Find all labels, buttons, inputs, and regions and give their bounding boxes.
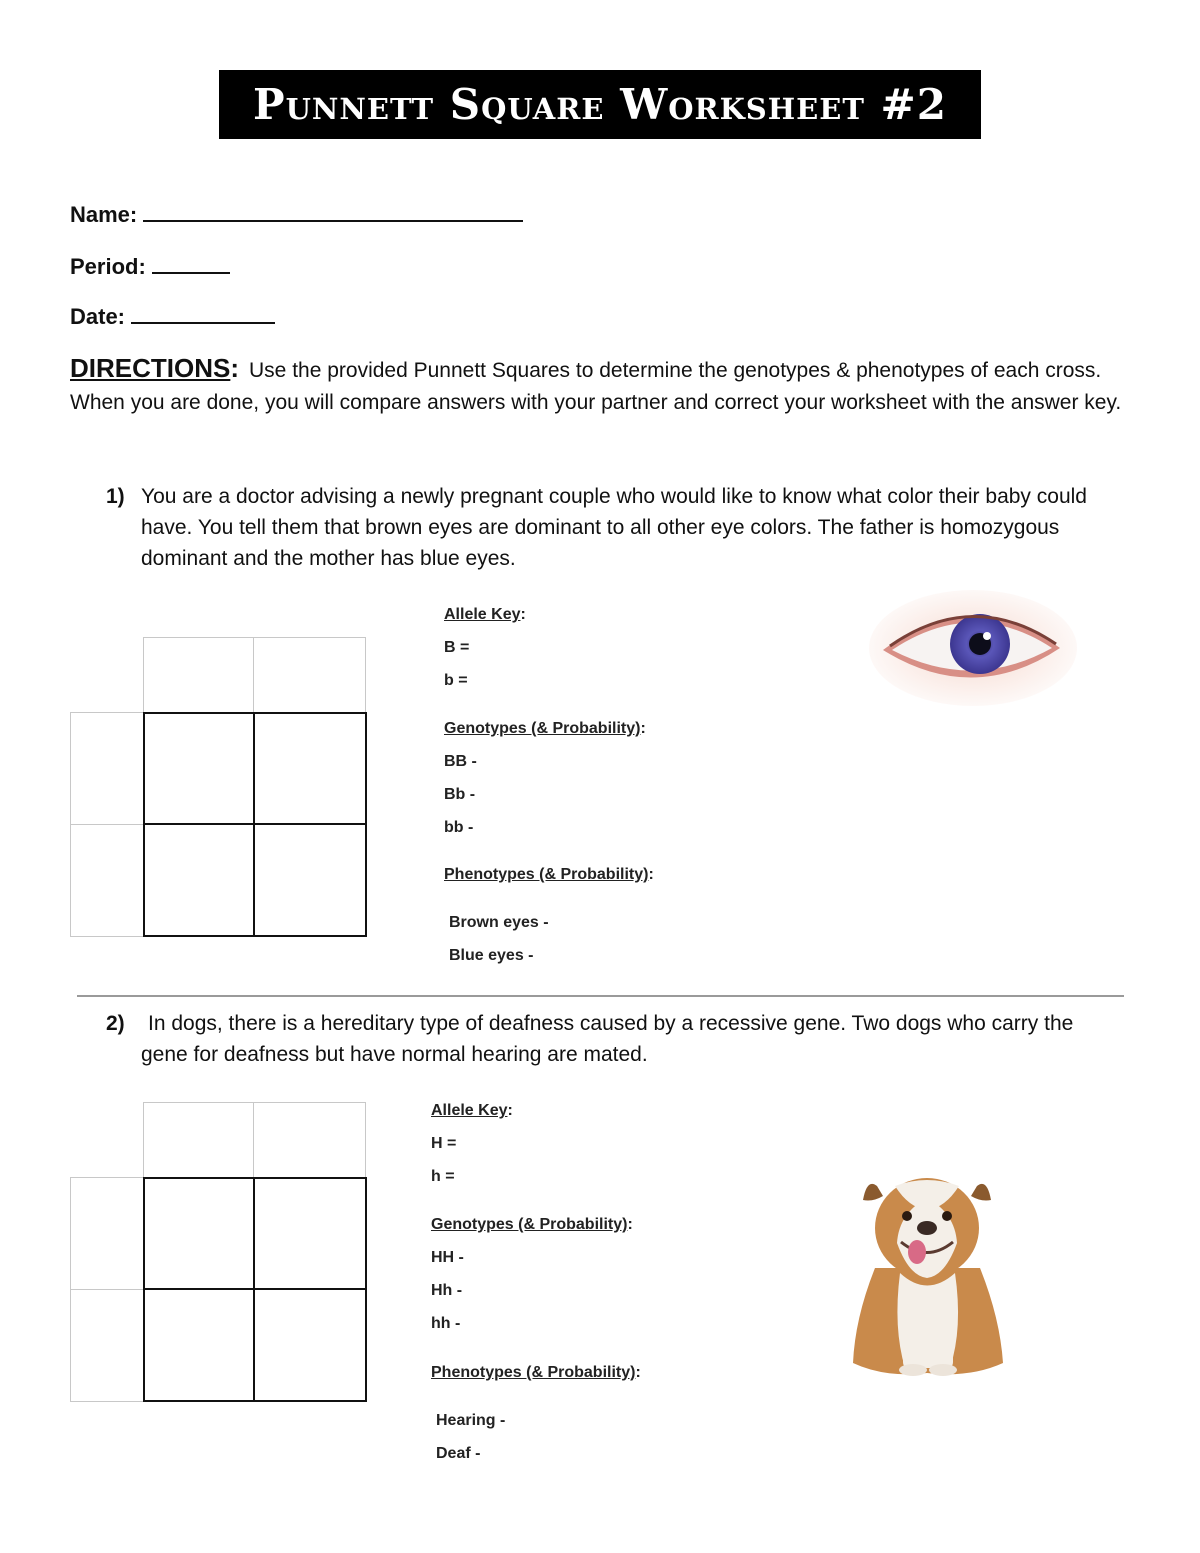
page-title: Punnett Square Worksheet #2 bbox=[219, 70, 981, 139]
grid-divider bbox=[145, 1288, 365, 1290]
phenotype-row: Hearing - bbox=[436, 1412, 506, 1429]
allele-row: B = bbox=[444, 639, 470, 656]
allele-key-1 bbox=[444, 606, 764, 976]
allele-key-heading: Allele Key: bbox=[444, 606, 526, 623]
directions-text: Use the provided Punnett Squares to determine the genotypes & phenotypes of each cross. When you are done, you will compare answers with your partner and correct your worksheet with the answer key. bbox=[70, 359, 1122, 414]
section-divider bbox=[77, 995, 1124, 997]
allele-row: h = bbox=[431, 1168, 455, 1185]
phenotype-row: Brown eyes - bbox=[449, 914, 549, 931]
period-label: Period: bbox=[70, 254, 146, 279]
parent-allele-cell[interactable] bbox=[70, 1289, 144, 1402]
name-field bbox=[70, 202, 523, 228]
date-label: Date: bbox=[70, 304, 126, 329]
genotypes-heading: Genotypes (& Probability): bbox=[431, 1216, 633, 1233]
phenotype-row: Blue eyes - bbox=[449, 947, 534, 964]
period-blank[interactable] bbox=[152, 254, 230, 274]
name-blank[interactable] bbox=[143, 202, 523, 222]
parent-allele-cell[interactable] bbox=[143, 1102, 254, 1178]
grid-divider bbox=[145, 823, 365, 825]
punnett-square-2 bbox=[70, 1102, 367, 1402]
directions-label: DIRECTIONS bbox=[70, 353, 231, 383]
directions bbox=[70, 352, 1130, 419]
name-label: Name: bbox=[70, 202, 138, 227]
question-1 bbox=[106, 481, 1106, 574]
allele-row: b = bbox=[444, 672, 468, 689]
parent-allele-cell[interactable] bbox=[70, 1177, 144, 1290]
question-number: 1) bbox=[106, 485, 125, 508]
offspring-grid[interactable] bbox=[143, 712, 367, 937]
genotype-row: bb - bbox=[444, 819, 474, 836]
directions-colon: : bbox=[230, 353, 240, 383]
phenotype-row: Deaf - bbox=[436, 1445, 481, 1462]
question-number: 2) bbox=[106, 1012, 125, 1035]
question-text: In dogs, there is a hereditary type of deafness caused by a recessive gene. Two dogs who carry the gene for deafness but have normal hearing are mated. bbox=[141, 1012, 1074, 1066]
parent-allele-cell[interactable] bbox=[253, 1102, 366, 1178]
allele-key-heading: Allele Key: bbox=[431, 1102, 513, 1119]
phenotypes-heading: Phenotypes (& Probability): bbox=[431, 1364, 641, 1381]
parent-allele-cell[interactable] bbox=[253, 637, 366, 713]
parent-allele-cell[interactable] bbox=[143, 637, 254, 713]
eye-photo bbox=[868, 588, 1078, 708]
punnett-square-1 bbox=[70, 637, 367, 937]
phenotypes-heading: Phenotypes (& Probability): bbox=[444, 866, 654, 883]
genotype-row: hh - bbox=[431, 1315, 461, 1332]
allele-row: H = bbox=[431, 1135, 457, 1152]
date-field bbox=[70, 304, 275, 330]
offspring-grid[interactable] bbox=[143, 1177, 367, 1402]
allele-key-2 bbox=[431, 1102, 751, 1472]
period-field bbox=[70, 254, 230, 280]
question-2 bbox=[106, 1008, 1106, 1070]
date-blank[interactable] bbox=[131, 304, 275, 324]
question-text: You are a doctor advising a newly pregnant couple who would like to know what color their baby could have. You tell them that brown eyes are dominant to all other eye colors. The father is homozygous dominant and the mother has blue eyes. bbox=[141, 485, 1087, 570]
genotype-row: Bb - bbox=[444, 786, 476, 803]
bulldog-photo bbox=[845, 1168, 1010, 1378]
genotype-row: HH - bbox=[431, 1249, 464, 1266]
genotype-row: Hh - bbox=[431, 1282, 463, 1299]
genotypes-heading: Genotypes (& Probability): bbox=[444, 720, 646, 737]
parent-allele-cell[interactable] bbox=[70, 824, 144, 937]
parent-allele-cell[interactable] bbox=[70, 712, 144, 825]
genotype-row: BB - bbox=[444, 753, 477, 770]
